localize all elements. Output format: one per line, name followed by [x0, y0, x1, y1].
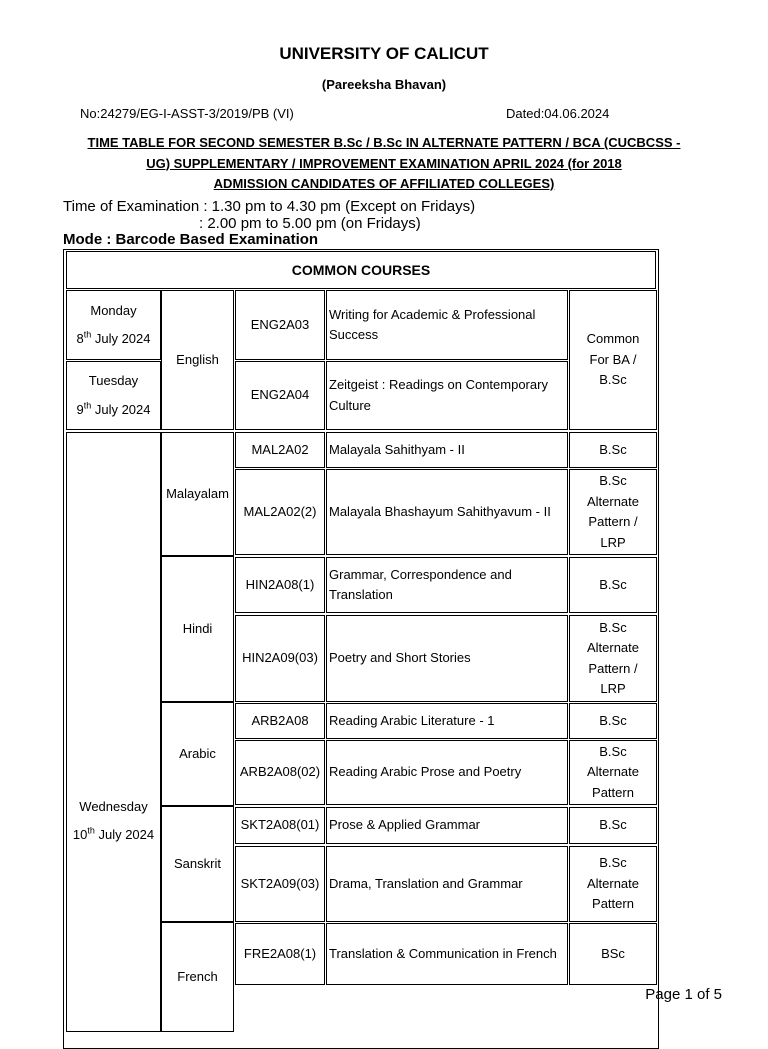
- document-heading: [60, 133, 708, 195]
- applies-to: Common For BA / B.Sc: [569, 290, 657, 430]
- university-title: UNIVERSITY OF CALICUT: [279, 44, 489, 63]
- applies-to: BSc: [569, 923, 657, 985]
- applies-to: B.Sc Alternate Pattern / LRP: [569, 469, 657, 555]
- course-title: Malayala Bhashayum Sahithyavum - II: [326, 469, 568, 555]
- applies-to: B.Sc Alternate Pattern: [569, 740, 657, 805]
- exam-mode: Mode : Barcode Based Examination: [63, 231, 319, 248]
- heading-line-1: TIME TABLE FOR SECOND SEMESTER B.Sc / B.Sc IN ALTERNATE PATTERN / BCA (CUCBCSS -: [87, 135, 681, 150]
- exam-time-line-2: : 2.00 pm to 5.00 pm (on Fridays): [199, 215, 421, 232]
- applies-to: B.Sc Alternate Pattern: [569, 846, 657, 922]
- course-code: SKT2A09(03): [235, 846, 325, 922]
- course-title: Translation & Communication in French: [326, 923, 568, 985]
- day-name: Wednesday: [79, 798, 148, 814]
- applies-to: B.Sc: [569, 807, 657, 844]
- date-suffix: th: [83, 329, 92, 340]
- language-english: English: [161, 290, 234, 430]
- date-wednesday: [66, 432, 161, 1032]
- section-title: COMMON COURSES: [66, 251, 656, 289]
- course-code: MAL2A02(2): [235, 469, 325, 555]
- dated: Dated:04.06.2024: [506, 106, 610, 121]
- course-title: Prose & Applied Grammar: [326, 807, 568, 844]
- page-number: Page 1 of 5: [645, 986, 722, 1003]
- date-suffix: th: [83, 400, 92, 411]
- course-code: MAL2A02: [235, 432, 325, 468]
- language-malayalam: Malayalam: [161, 432, 234, 556]
- date-month-year: July 2024: [94, 827, 155, 842]
- applies-to: B.Sc: [569, 703, 657, 739]
- timetable: [63, 249, 659, 1049]
- course-title: Writing for Academic & Professional Success: [326, 290, 568, 360]
- course-code: FRE2A08(1): [235, 923, 325, 985]
- date-tuesday: [66, 361, 161, 430]
- course-title: Malayala Sahithyam - II: [326, 432, 568, 468]
- course-code: ENG2A03: [235, 290, 325, 360]
- day-name: Tuesday: [88, 373, 139, 388]
- course-title: Grammar, Correspondence and Translation: [326, 557, 568, 613]
- course-code: ARB2A08(02): [235, 740, 325, 805]
- applies-to: B.Sc Alternate Pattern / LRP: [569, 615, 657, 702]
- course-title: Reading Arabic Literature - 1: [326, 703, 568, 739]
- date-month-year: July 2024: [91, 401, 151, 417]
- language-french: French: [161, 922, 234, 1032]
- heading-line-2: UG) SUPPLEMENTARY / IMPROVEMENT EXAMINATION APRIL 2024 (for 2018: [146, 155, 622, 171]
- day-name: Monday: [90, 302, 137, 318]
- course-code: HIN2A09(03): [235, 615, 325, 702]
- course-code: ARB2A08: [235, 703, 325, 739]
- reference-number: No:24279/EG-I-ASST-3/2019/PB (VI): [80, 106, 294, 121]
- course-code: SKT2A08(01): [235, 807, 325, 844]
- course-code: ENG2A04: [235, 361, 325, 430]
- heading-line-3: ADMISSION CANDIDATES OF AFFILIATED COLLEGES): [213, 176, 555, 191]
- date-suffix: th: [87, 825, 95, 836]
- date-number: 9: [76, 401, 84, 417]
- date-monday: [66, 290, 161, 360]
- course-title: Reading Arabic Prose and Poetry: [326, 740, 568, 805]
- applies-to: B.Sc: [569, 432, 657, 468]
- course-title: Poetry and Short Stories: [326, 615, 568, 702]
- course-code: HIN2A08(1): [235, 557, 325, 613]
- language-hindi: Hindi: [161, 556, 234, 702]
- date-number: 8: [76, 331, 84, 346]
- course-title: Drama, Translation and Grammar: [326, 846, 568, 922]
- language-arabic: Arabic: [161, 702, 234, 806]
- applies-to: B.Sc: [569, 557, 657, 613]
- date-number: 10: [72, 827, 88, 842]
- exam-time-line-1: Time of Examination : 1.30 pm to 4.30 pm (Except on Fridays): [63, 198, 476, 215]
- office-name: (Pareeksha Bhavan): [321, 77, 447, 92]
- language-sanskrit: Sanskrit: [161, 806, 234, 922]
- course-title: Zeitgeist : Readings on Contemporary Culture: [326, 361, 568, 430]
- date-month-year: July 2024: [91, 331, 151, 346]
